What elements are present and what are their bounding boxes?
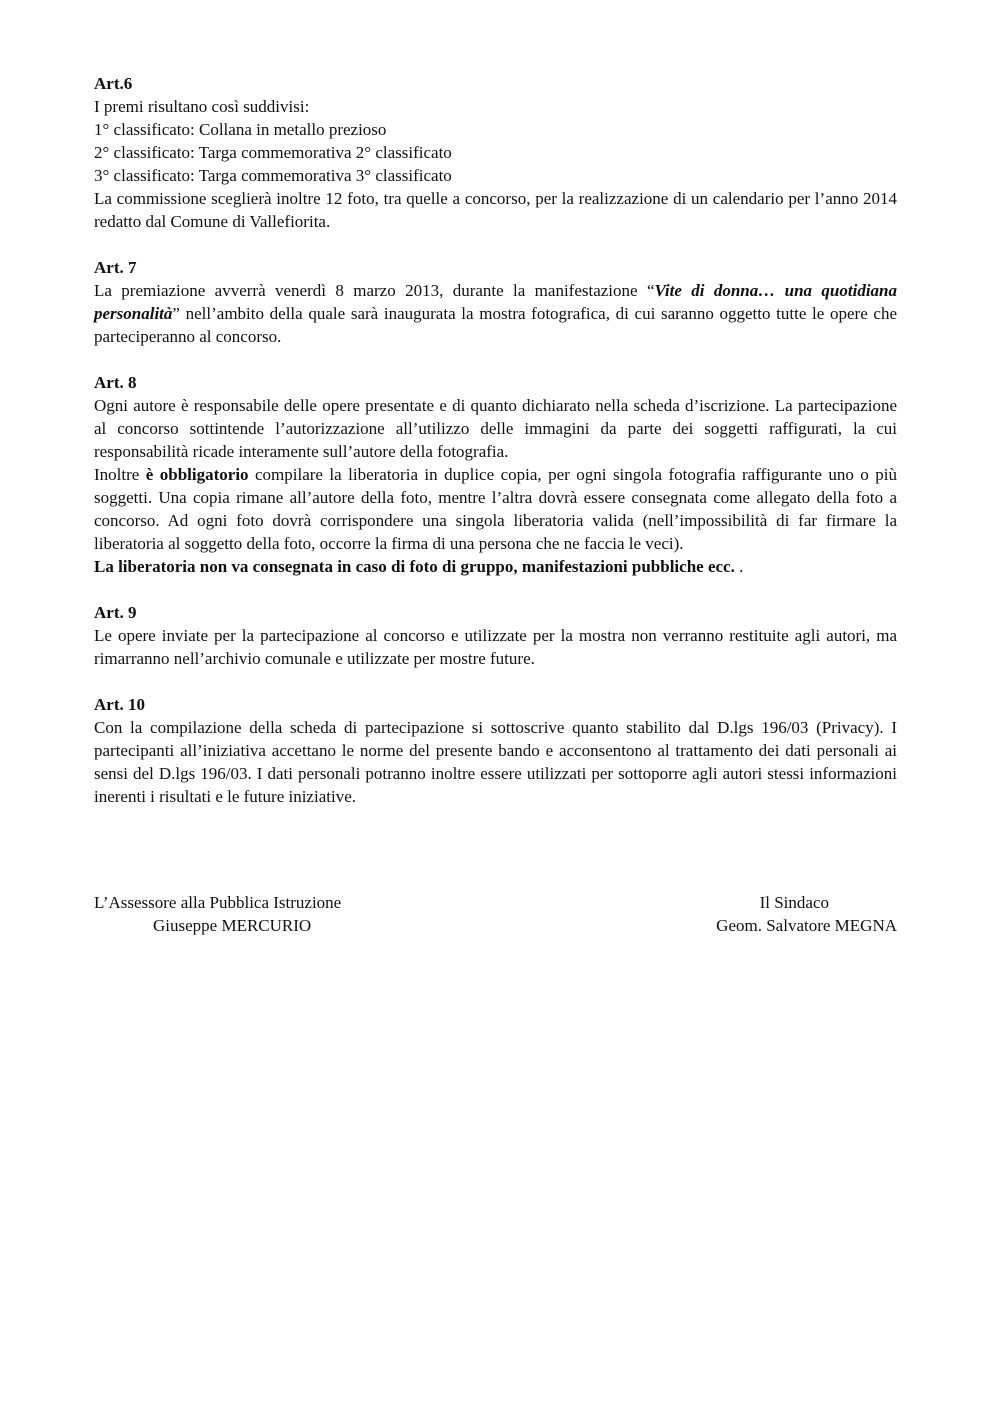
signature-right-name: Geom. Salvatore MEGNA	[716, 916, 897, 935]
release-exception-suffix: .	[734, 557, 744, 576]
prize-third: 3° classificato: Targa commemorativa 3° classificato	[94, 166, 452, 185]
mandatory-emphasis: è obbligatorio	[145, 465, 249, 484]
prize-first: 1° classificato: Collana in metallo prezioso	[94, 120, 387, 139]
release-text-before: Inoltre	[94, 465, 146, 484]
article-9	[94, 601, 897, 670]
prizes-intro: I premi risultano così suddivisi:	[94, 97, 310, 116]
award-ceremony-paragraph	[94, 279, 897, 348]
article-10	[94, 693, 897, 808]
prize-second: 2° classificato: Targa commemorativa 2° classificato	[94, 143, 452, 162]
article-7	[94, 256, 897, 348]
article-6	[94, 72, 897, 233]
release-exception-bold: La liberatoria non va consegnata in caso di foto di gruppo, manifestazioni pubbliche ecc.	[94, 557, 735, 576]
works-return-paragraph: Le opere inviate per la partecipazione al concorso e utilizzate per la mostra non verranno restituite agli autori, ma rimarranno nell’archivio comunale e utilizzate per mostre future.	[94, 626, 897, 668]
responsibility-paragraph: Ogni autore è responsabile delle opere presentate e di quanto dichiarato nella scheda d’iscrizione. La partecipazione al concorso sottintende l’autorizzazione all’utilizzo delle immagini da parte dei soggetti raffigurati, la cui responsabilità ricade interamente sull’autore della fotografia.	[94, 396, 897, 461]
release-text-after: compilare la liberatoria in duplice copia, per ogni singola fotografia raffigurante uno o più soggetti. Una copia rimane all’autore della foto, mentre l’altra dovrà essere consegnata come allegato della foto a concorso. Ad ogni foto dovrà corrispondere una singola liberatoria valida (nell’impossibilità di far firmare la liberatoria al soggetto della foto, occorre la firma di una persona che ne faccia le veci).	[94, 465, 897, 553]
signature-left-role: L’Assessore alla Pubblica Istruzione	[94, 893, 342, 912]
article-9-heading: Art. 9	[94, 603, 137, 622]
article-6-heading: Art.6	[94, 74, 133, 93]
award-text-after: ” nell’ambito della quale sarà inaugurata la mostra fotografica, di cui saranno oggetto tutte le opere che parteciperanno al concorso.	[94, 304, 897, 346]
article-7-heading: Art. 7	[94, 258, 137, 277]
calendar-paragraph: La commissione sceglierà inoltre 12 foto, tra quelle a concorso, per la realizzazione di un calendario per l’anno 2014 redatto dal Comune di Vallefiorita.	[94, 189, 897, 231]
signature-right-role: Il Sindaco	[759, 893, 829, 912]
release-exception-note	[94, 555, 897, 578]
award-text-before: La premiazione avverrà venerdì 8 marzo 2013, durante la manifestazione “	[94, 281, 655, 300]
privacy-paragraph: Con la compilazione della scheda di partecipazione si sottoscrive quanto stabilito dal D.lgs 196/03 (Privacy). I partecipanti all’iniziativa accettano le norme del presente bando e acconsentono al trattamento dei dati personali ai sensi del D.lgs 196/03. I dati personali potranno inoltre essere utilizzati per sottoporre agli autori stessi informazioni inerenti i risultati e le future iniziative.	[94, 718, 897, 806]
article-10-heading: Art. 10	[94, 695, 145, 714]
article-8-heading: Art. 8	[94, 373, 137, 392]
release-form-paragraph	[94, 463, 897, 555]
signature-left-name: Giuseppe MERCURIO	[153, 916, 312, 935]
article-8	[94, 371, 897, 578]
signature-sindaco	[657, 891, 897, 937]
document-page	[94, 72, 897, 831]
signature-assessore	[94, 891, 394, 937]
event-name: Vite di donna… una quotidiana personalità	[94, 281, 897, 323]
